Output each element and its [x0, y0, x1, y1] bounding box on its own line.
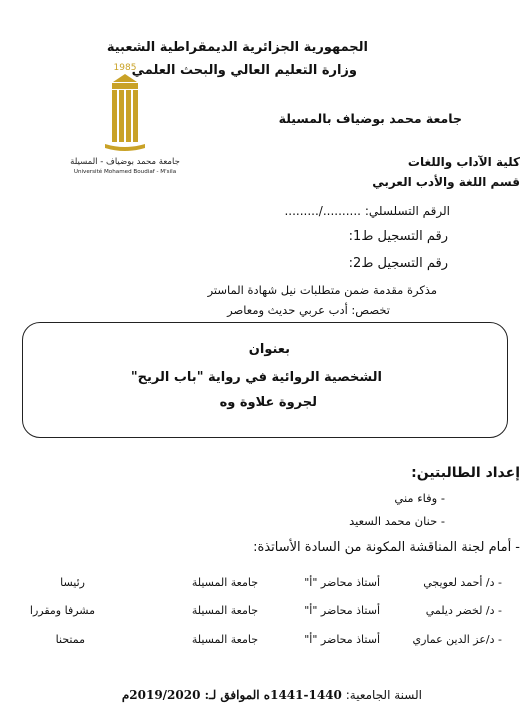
jury-member-university: جامعة المسيلة [191, 604, 258, 617]
title-line-2: لجروة علاوة وه [219, 395, 317, 410]
republic-heading: الجمهورية الجزائرية الديمقراطية الشعبية [106, 40, 368, 55]
serial-label: الرقم التسلسلي: [364, 204, 450, 218]
title-label: بعنوان [248, 342, 290, 357]
logo-year: 1985 [113, 63, 137, 73]
academic-year-value: 1440-1441ه الموافق لـ: 2019/2020م [121, 688, 342, 702]
academic-year-label: السنة الجامعية: [345, 688, 422, 702]
ministry-heading: وزارة التعليم العالي والبحث العلمي [131, 63, 357, 78]
jury-member-rank: أستاذ محاضر "أ" [304, 576, 380, 589]
specialty: تخصص: أدب عربي حديث ومعاصر [227, 303, 390, 317]
department-name: قسم اللغة والأدب العربي [372, 175, 520, 189]
jury-member-rank: أستاذ محاضر "أ" [304, 633, 380, 646]
memo-statement: مذكرة مقدمة ضمن متطلبات نيل شهادة الماستر [207, 283, 437, 297]
students-heading: إعداد الطالبتين: [411, 465, 520, 481]
serial-number [284, 204, 450, 218]
academic-year [122, 688, 422, 702]
jury-member-name: - د/ لخضر ديلمي [425, 604, 502, 617]
jury-member-university: جامعة المسيلة [191, 576, 258, 589]
university-logo [55, 60, 195, 175]
student-name: - حنان محمد السعيد [349, 514, 445, 528]
jury-member-name: - د/ أحمد لعويجي [423, 576, 502, 589]
logo-name-ar: جامعة محمد بوضياف - المسيلة [70, 157, 180, 167]
jury-member-university: جامعة المسيلة [191, 633, 258, 646]
title-line-1: الشخصية الروائية في رواية "باب الريح" [130, 370, 382, 385]
jury-member-name: - د/عز الدين عماري [412, 633, 502, 646]
jury-member-role: مشرفا ومقررا [29, 604, 95, 617]
logo-name-fr: Université Mohamed Boudiaf - M'sila [73, 169, 177, 175]
jury-member-role: ممتحنا [55, 633, 85, 646]
student-name: - وفاء مني [394, 491, 445, 505]
university-name: جامعة محمد بوضياف بالمسيلة [278, 111, 462, 126]
jury-member-role: رئيسا [60, 576, 85, 589]
jury-heading: - أمام لجنة المناقشة المكونة من السادة الأساتذة: [253, 540, 520, 555]
registration-1: رقم التسجيل ط1: [348, 229, 448, 244]
jury-member-rank: أستاذ محاضر "أ" [304, 604, 380, 617]
registration-2: رقم التسجيل ط2: [348, 256, 448, 271]
faculty-name: كلية الآداب واللغات [407, 155, 520, 169]
serial-value: ........./.......... [284, 204, 361, 218]
